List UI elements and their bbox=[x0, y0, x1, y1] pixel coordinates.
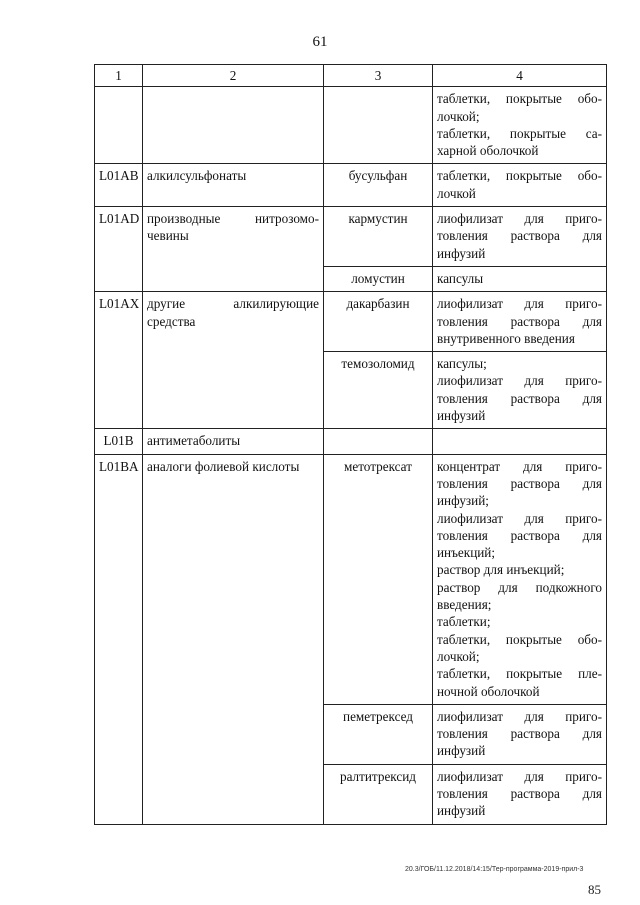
drug-name-cell: ломустин bbox=[324, 266, 433, 291]
dosage-form-line: инфузий bbox=[437, 803, 486, 819]
dosage-form-line: капсулы bbox=[437, 270, 484, 286]
dosage-form-line: лиофилизат для приго- bbox=[437, 510, 602, 526]
dosage-form-line: лиофилизат для приго- bbox=[437, 211, 602, 227]
dosage-form-line: товления раствора для bbox=[437, 475, 602, 491]
dosage-form-line: товления раствора для bbox=[437, 228, 602, 244]
table-row bbox=[95, 164, 607, 207]
dosage-forms-cell bbox=[433, 266, 607, 291]
dosage-form-line: инфузий bbox=[437, 408, 486, 424]
dosage-form-line: таблетки, покрытые обо- bbox=[437, 91, 602, 107]
table-row bbox=[95, 207, 607, 267]
anatomic-group-cell bbox=[143, 87, 324, 164]
group-text-line: антиметаболиты bbox=[147, 433, 241, 449]
atc-code-cell: L01B bbox=[95, 429, 143, 454]
drug-name-cell: темозоломид bbox=[324, 352, 433, 429]
drug-name-cell: кармустин bbox=[324, 207, 433, 267]
drug-name-cell: ралтитрексид bbox=[324, 764, 433, 824]
dosage-form-line: введения; bbox=[437, 597, 492, 613]
drug-name-cell: метотрексат bbox=[324, 454, 433, 704]
atc-code-cell: L01AD bbox=[95, 207, 143, 292]
dosage-forms-cell bbox=[433, 207, 607, 267]
dosage-form-line: таблетки, покрытые обо- bbox=[437, 631, 602, 647]
group-text-line: чевины bbox=[147, 228, 189, 244]
group-text-line: аналоги фолиевой кислоты bbox=[147, 458, 300, 474]
anatomic-group-cell bbox=[143, 454, 324, 824]
dosage-form-line: товления раствора для bbox=[437, 527, 602, 543]
drug-table bbox=[94, 64, 607, 825]
dosage-forms-cell bbox=[433, 454, 607, 704]
anatomic-group-cell bbox=[143, 429, 324, 454]
dosage-form-line: товления раствора для bbox=[437, 726, 602, 742]
dosage-forms-cell bbox=[433, 164, 607, 207]
table-row bbox=[95, 87, 607, 164]
dosage-form-line: товления раствора для bbox=[437, 313, 602, 329]
dosage-form-line: лиофилизат для приго- bbox=[437, 768, 602, 784]
dosage-form-line: лиофилизат для приго- bbox=[437, 296, 602, 312]
table-row bbox=[95, 292, 607, 352]
dosage-form-line: товления раствора для bbox=[437, 390, 602, 406]
dosage-forms-cell bbox=[433, 764, 607, 824]
dosage-form-line: раствор для подкожного bbox=[437, 579, 602, 595]
dosage-form-line: концентрат для приго- bbox=[437, 458, 602, 474]
document-stamp: 20.3/ГОБ/11.12.2018/14:15/Тер-программа-2019-прил-3 bbox=[405, 866, 584, 873]
drug-name-cell bbox=[324, 87, 433, 164]
dosage-form-line: харной оболочкой bbox=[437, 143, 539, 159]
dosage-forms-cell bbox=[433, 87, 607, 164]
group-text-line: другие алкилирующие bbox=[147, 296, 319, 312]
sheet-number: 85 bbox=[588, 882, 601, 897]
table-header-row bbox=[95, 65, 607, 87]
dosage-form-line: таблетки, покрытые обо- bbox=[437, 168, 602, 184]
column-header: 2 bbox=[143, 65, 324, 87]
drug-name-cell bbox=[324, 429, 433, 454]
page-number: 61 bbox=[312, 34, 328, 50]
column-header: 4 bbox=[433, 65, 607, 87]
atc-code-cell bbox=[95, 87, 143, 164]
dosage-form-line: капсулы; bbox=[437, 356, 487, 372]
anatomic-group-cell bbox=[143, 207, 324, 292]
dosage-form-line: инъекций; bbox=[437, 545, 496, 561]
atc-code-cell: L01AB bbox=[95, 164, 143, 207]
dosage-forms-cell bbox=[433, 704, 607, 764]
column-header: 1 bbox=[95, 65, 143, 87]
dosage-form-line: раствор для инъекций; bbox=[437, 562, 565, 578]
dosage-form-line: товления раствора для bbox=[437, 785, 602, 801]
drug-name-cell: дакарбазин bbox=[324, 292, 433, 352]
dosage-form-line: лочкой; bbox=[437, 648, 480, 664]
dosage-forms-cell bbox=[433, 292, 607, 352]
atc-code-cell: L01BA bbox=[95, 454, 143, 824]
table-row bbox=[95, 454, 607, 704]
dosage-form-line: ночной оболочкой bbox=[437, 683, 540, 699]
dosage-forms-cell bbox=[433, 352, 607, 429]
group-text-line: производные нитрозомо- bbox=[147, 211, 319, 227]
dosage-form-line: инфузий bbox=[437, 245, 486, 261]
dosage-form-line: лиофилизат для приго- bbox=[437, 373, 602, 389]
drug-name-cell: пеметрексед bbox=[324, 704, 433, 764]
atc-code-cell: L01AX bbox=[95, 292, 143, 429]
dosage-form-line: внутривенного введения bbox=[437, 330, 575, 346]
dosage-form-line: таблетки, покрытые са- bbox=[437, 125, 602, 141]
group-text-line: алкилсульфонаты bbox=[147, 168, 247, 184]
dosage-form-line: таблетки, покрытые пле- bbox=[437, 666, 602, 682]
drug-name-cell: бусульфан bbox=[324, 164, 433, 207]
dosage-form-line: лочкой bbox=[437, 185, 476, 201]
dosage-form-line: лочкой; bbox=[437, 108, 480, 124]
group-text-line: средства bbox=[147, 313, 196, 329]
dosage-form-line: лиофилизат для приго- bbox=[437, 708, 602, 724]
dosage-form-line: таблетки; bbox=[437, 614, 491, 630]
dosage-forms-cell bbox=[433, 429, 607, 454]
anatomic-group-cell bbox=[143, 164, 324, 207]
table-row bbox=[95, 429, 607, 454]
column-header: 3 bbox=[324, 65, 433, 87]
dosage-form-line: инфузий bbox=[437, 743, 486, 759]
anatomic-group-cell bbox=[143, 292, 324, 429]
dosage-form-line: инфузий; bbox=[437, 493, 489, 509]
